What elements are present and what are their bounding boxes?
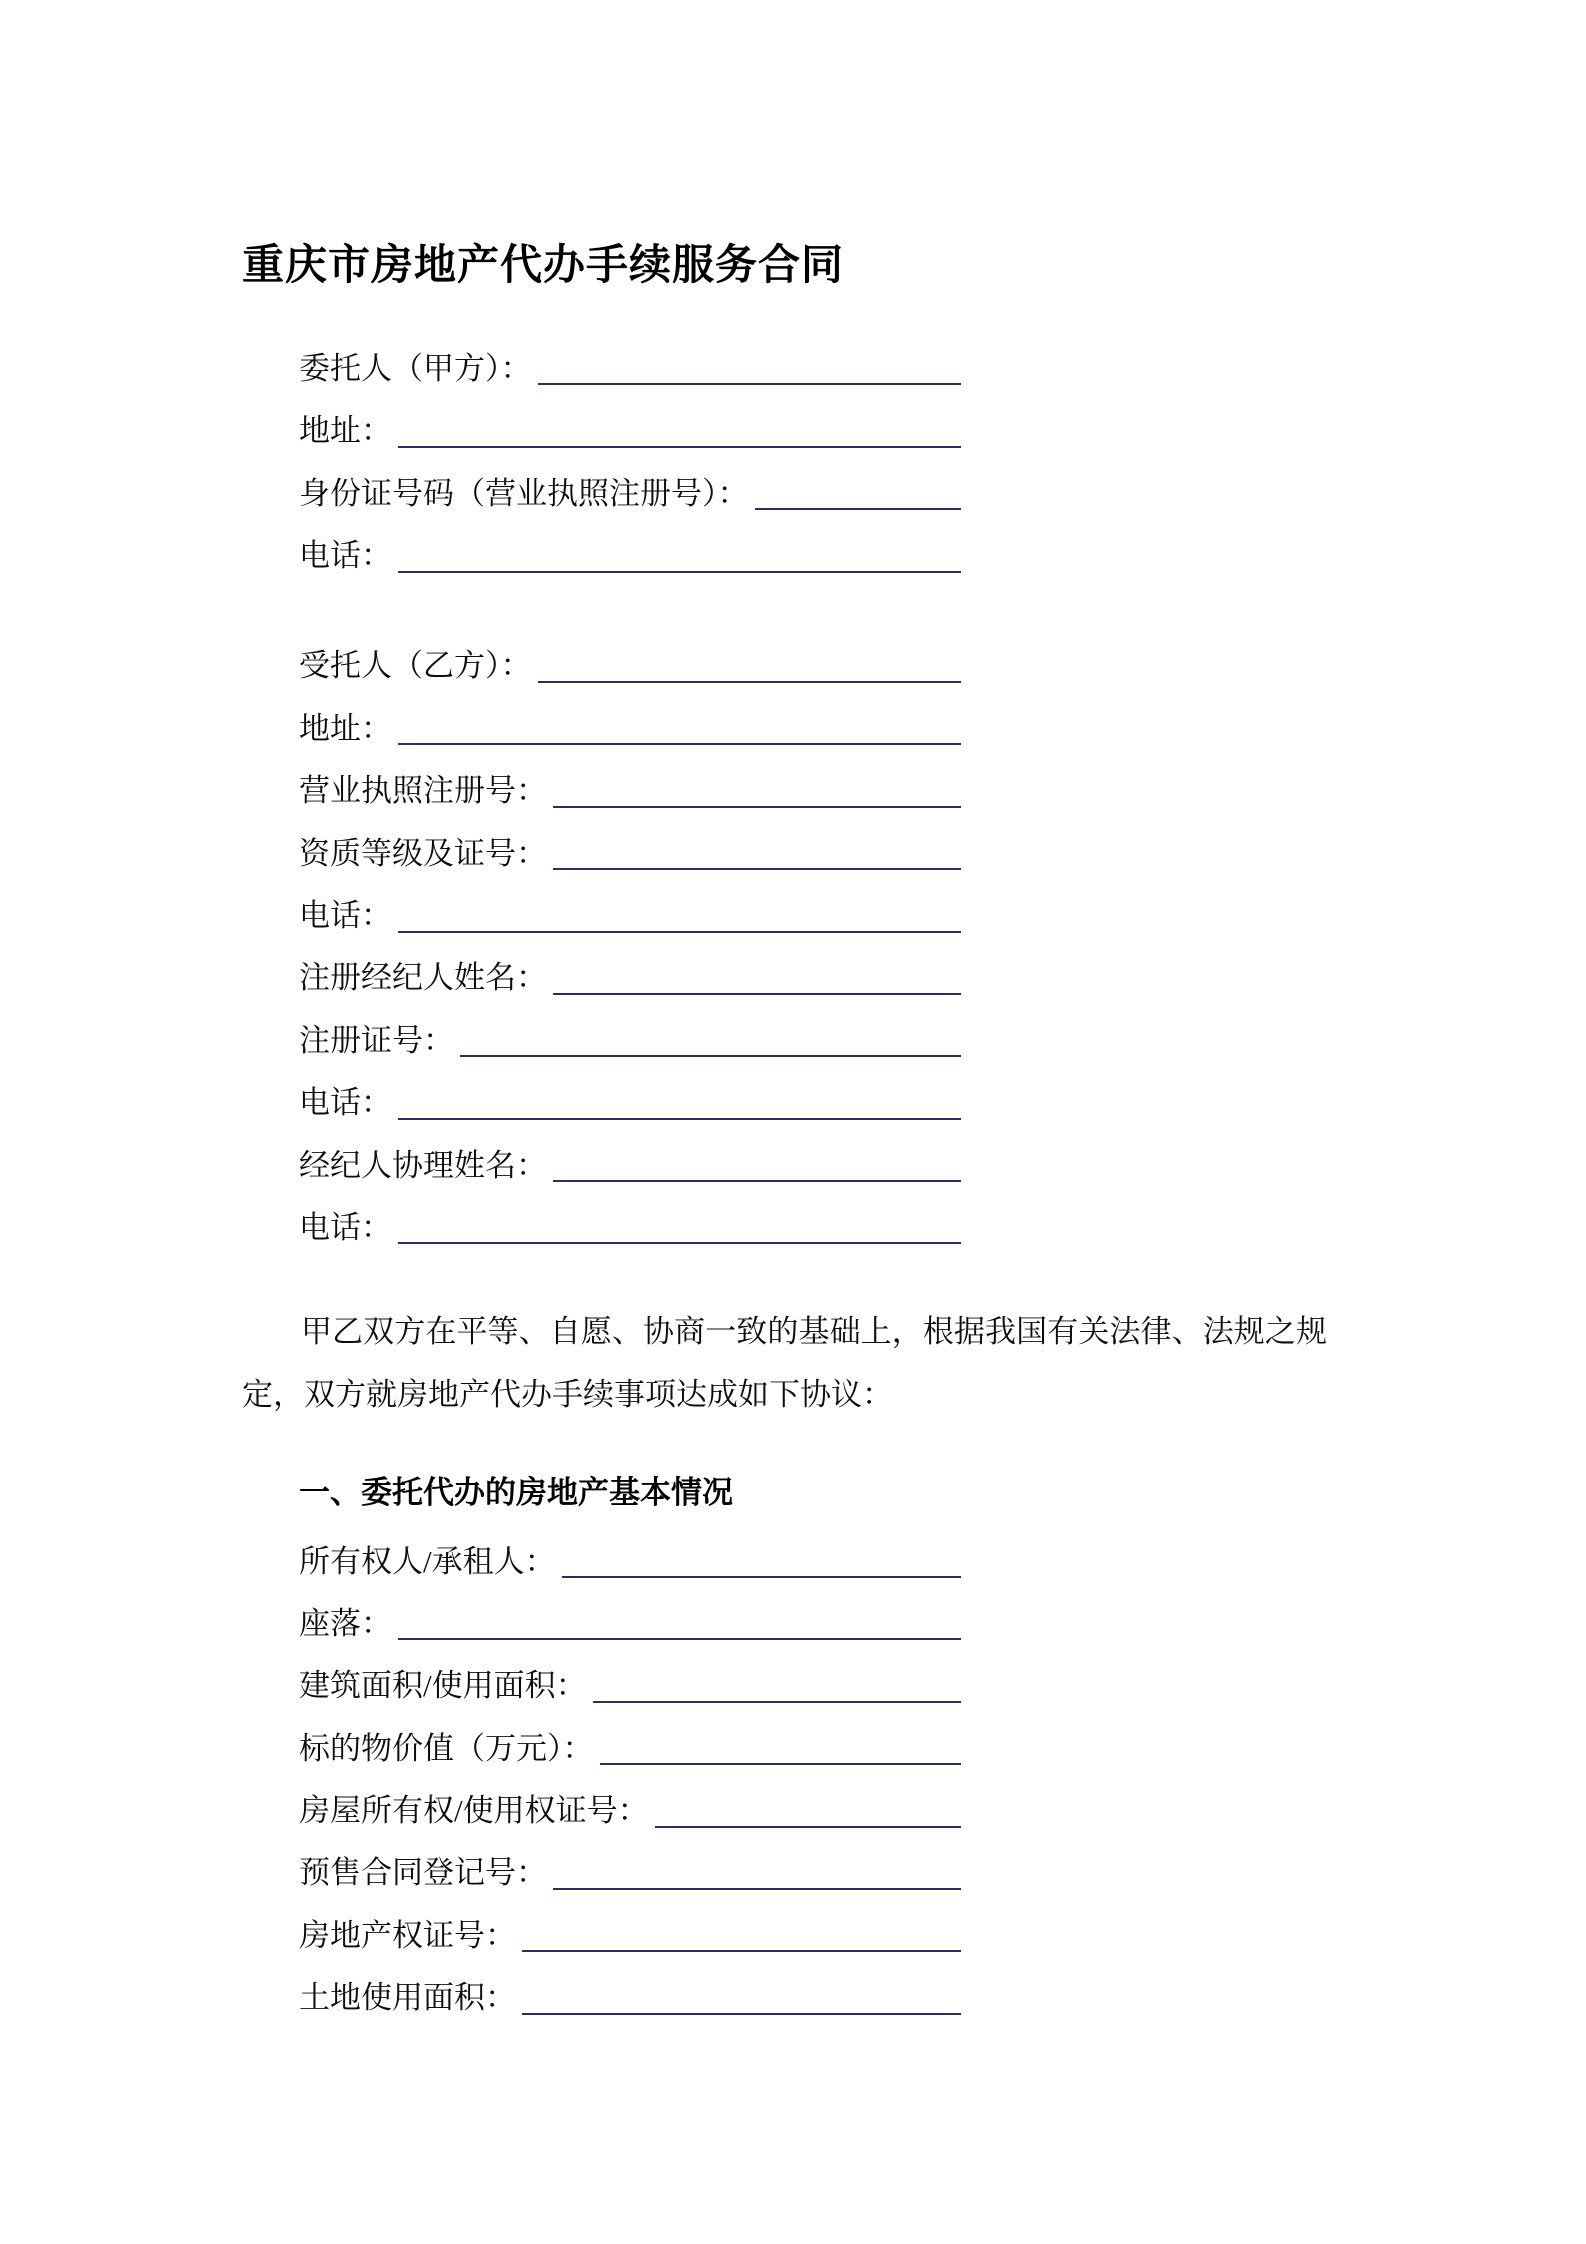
field-label: 注册证号： <box>299 1022 454 1058</box>
field-row-assistant-name <box>299 1129 961 1191</box>
party-a-fields <box>299 332 961 582</box>
field-blank-line[interactable] <box>553 1852 961 1890</box>
field-blank-line[interactable] <box>655 1790 961 1828</box>
field-label: 预售合同登记号： <box>299 1855 547 1891</box>
field-blank-line[interactable] <box>562 1540 961 1578</box>
field-blank-line[interactable] <box>553 832 961 870</box>
field-row-party-a-name <box>299 332 961 394</box>
field-row-party-a-id-number <box>299 457 961 519</box>
field-row-party-b-qualification <box>299 817 961 879</box>
field-blank-line[interactable] <box>538 347 962 385</box>
field-label: 资质等级及证号： <box>299 835 547 871</box>
field-row-party-a-address <box>299 394 961 456</box>
field-label: 电话： <box>299 538 392 574</box>
field-blank-line[interactable] <box>398 535 961 573</box>
field-label: 座落： <box>299 1605 392 1641</box>
field-blank-line[interactable] <box>398 1206 961 1244</box>
field-blank-line[interactable] <box>538 645 962 683</box>
field-row-owner-tenant <box>299 1525 961 1587</box>
field-label: 所有权人/承租人： <box>299 1543 556 1579</box>
field-blank-line[interactable] <box>460 1019 961 1057</box>
field-label: 委托人（甲方）： <box>299 350 532 386</box>
preamble-paragraph: 甲乙双方在平等、自愿、协商一致的基础上，根据我国有关法律、法规之规定，双方就房地产代办手续事项达成如下协议： <box>242 1314 1327 1412</box>
field-row-party-b-phone <box>299 879 961 941</box>
field-row-ownership-cert-number <box>299 1774 961 1836</box>
field-row-property-value <box>299 1712 961 1774</box>
field-row-assistant-phone <box>299 1191 961 1253</box>
field-label: 电话： <box>299 897 392 933</box>
party-b-fields <box>299 630 961 1254</box>
field-blank-line[interactable] <box>398 707 961 745</box>
field-row-party-b-name <box>299 630 961 692</box>
document-title: 重庆市房地产代办手续服务合同 <box>242 241 845 288</box>
field-blank-line[interactable] <box>755 472 962 510</box>
field-label: 地址： <box>299 710 392 746</box>
section-one-heading: 一、委托代办的房地产基本情况 <box>299 1475 733 1511</box>
field-label: 建筑面积/使用面积： <box>299 1668 587 1704</box>
field-label: 标的物价值（万元）： <box>299 1730 594 1766</box>
field-label: 房地产权证号： <box>299 1917 516 1953</box>
field-row-real-estate-cert-number <box>299 1899 961 1961</box>
field-row-agent-phone <box>299 1066 961 1128</box>
field-label: 地址： <box>299 413 392 449</box>
field-row-land-use-area <box>299 1961 961 2023</box>
field-blank-line[interactable] <box>398 895 961 933</box>
field-label: 营业执照注册号： <box>299 773 547 809</box>
field-row-party-b-address <box>299 692 961 754</box>
field-label: 电话： <box>299 1085 392 1121</box>
field-blank-line[interactable] <box>553 1144 961 1182</box>
field-row-registered-agent-name <box>299 942 961 1004</box>
field-row-presale-registration-number <box>299 1837 961 1899</box>
field-row-party-b-license-number <box>299 754 961 816</box>
field-blank-line[interactable] <box>600 1727 962 1765</box>
field-row-party-a-phone <box>299 519 961 581</box>
page-content <box>242 238 1343 2024</box>
field-label: 电话： <box>299 1209 392 1245</box>
field-row-registration-number <box>299 1004 961 1066</box>
field-label: 房屋所有权/使用权证号： <box>299 1793 649 1829</box>
field-label: 土地使用面积： <box>299 1980 516 2016</box>
field-blank-line[interactable] <box>522 1914 961 1952</box>
field-row-floor-area <box>299 1649 961 1711</box>
field-label: 经纪人协理姓名： <box>299 1147 547 1183</box>
field-blank-line[interactable] <box>398 1082 961 1120</box>
field-blank-line[interactable] <box>522 1977 961 2015</box>
field-row-location <box>299 1587 961 1649</box>
field-blank-line[interactable] <box>553 770 961 808</box>
section-one-fields <box>299 1525 961 2024</box>
field-blank-line[interactable] <box>398 410 961 448</box>
field-blank-line[interactable] <box>398 1602 961 1640</box>
field-blank-line[interactable] <box>553 957 961 995</box>
field-label: 注册经纪人姓名： <box>299 960 547 996</box>
field-label: 受托人（乙方）： <box>299 648 532 684</box>
field-label: 身份证号码（营业执照注册号）： <box>299 475 749 511</box>
field-blank-line[interactable] <box>593 1665 961 1703</box>
